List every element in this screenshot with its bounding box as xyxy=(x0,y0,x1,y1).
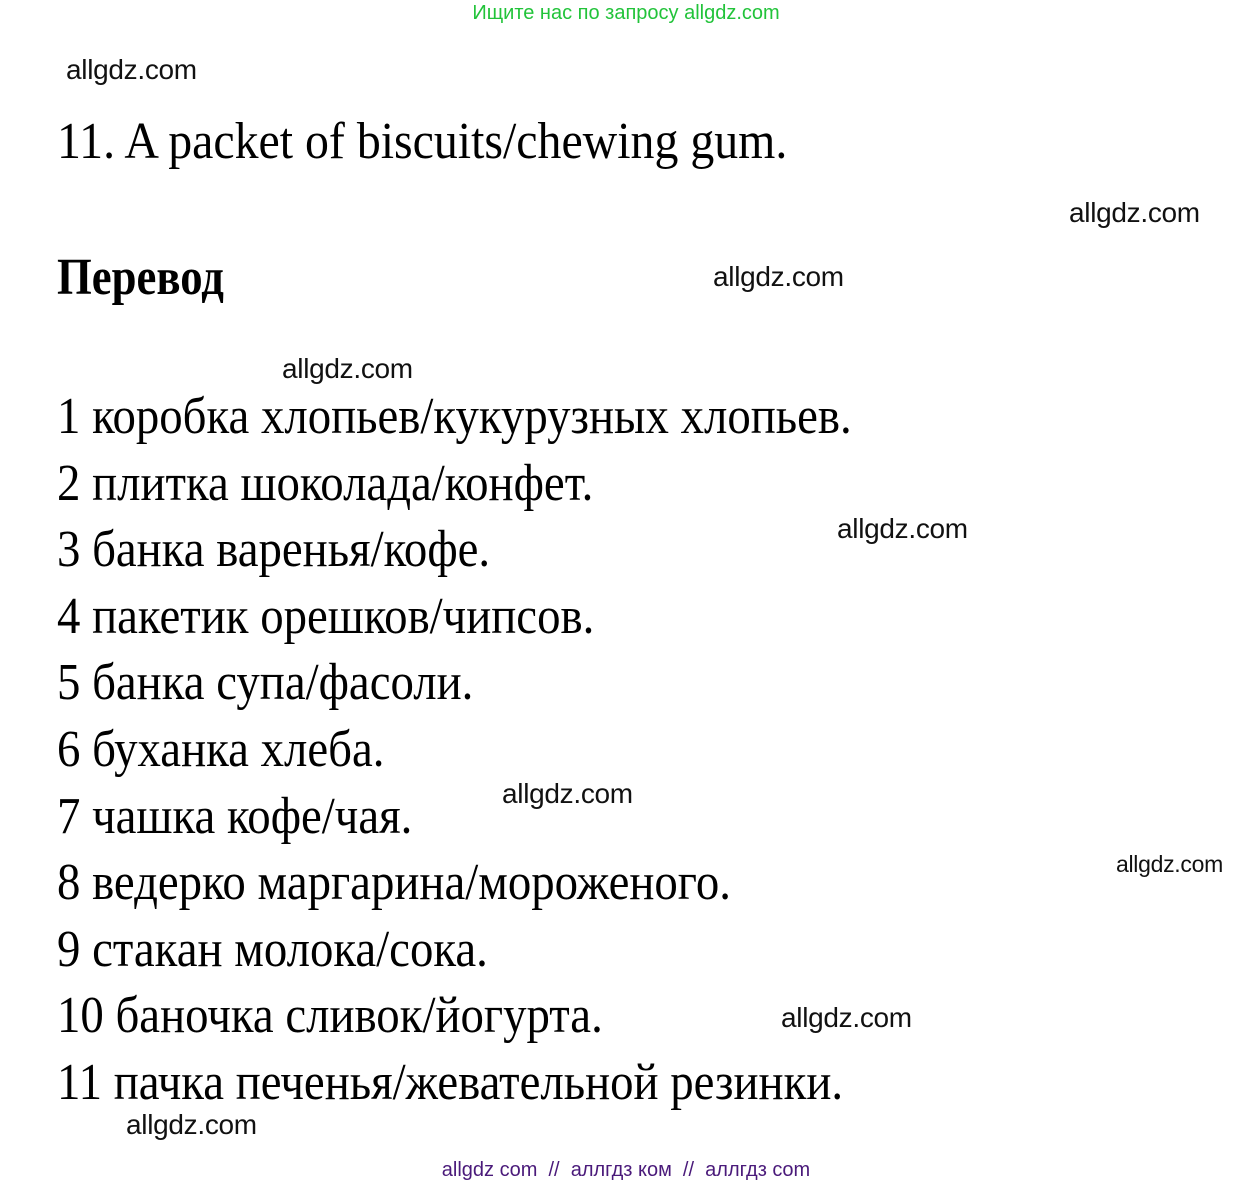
watermark: allgdz.com xyxy=(713,261,844,292)
list-item: 6 буханка хлеба. xyxy=(57,720,385,778)
list-item: 8 ведерко маргарина/мороженого. xyxy=(57,854,731,912)
list-item: 11 пачка печенья/жевательной резинки. xyxy=(57,1053,844,1111)
list-item: 3 банка варенья/кофе. xyxy=(57,521,491,579)
footer-links: allgdz com // аллгдз ком // аллгдз com xyxy=(441,1159,811,1181)
watermark: allgdz.com xyxy=(781,1002,912,1033)
watermark: allgdz.com xyxy=(1069,197,1200,228)
watermark: allgdz.com xyxy=(282,353,413,384)
list-item: 4 пакетик орешков/чипсов. xyxy=(57,587,595,645)
translation-heading: Перевод xyxy=(57,249,224,306)
watermark: allgdz.com xyxy=(837,513,968,544)
list-item: 10 баночка сливок/йогурта. xyxy=(57,987,603,1045)
watermark: allgdz.com xyxy=(66,54,197,85)
list-item: 7 чашка кофе/чая. xyxy=(57,787,413,845)
watermark: allgdz.com xyxy=(126,1109,257,1140)
list-item: 2 плитка шоколада/конфет. xyxy=(57,454,594,512)
list-item: 1 коробка хлопьев/кукурузных хлопьев. xyxy=(57,388,852,445)
watermark: allgdz.com xyxy=(502,778,633,809)
english-answer-line: 11. A packet of biscuits/chewing gum. xyxy=(57,113,788,170)
list-item: 9 стакан молока/сока. xyxy=(57,920,488,978)
watermark: allgdz.com xyxy=(1116,851,1223,877)
list-item: 5 банка супа/фасоли. xyxy=(57,654,474,712)
search-banner: Ищите нас по запросу allgdz.com xyxy=(472,2,780,24)
